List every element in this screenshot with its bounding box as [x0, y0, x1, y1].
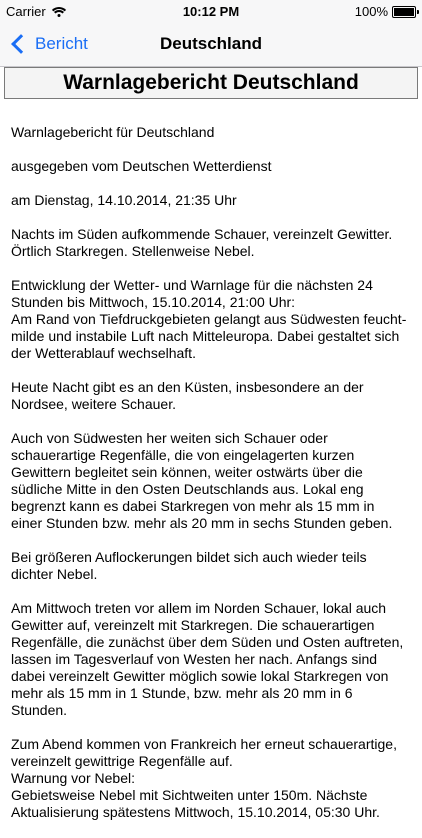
status-time: 10:12 PM: [182, 4, 240, 19]
page-title: Deutschland: [159, 34, 263, 53]
report-paragraph: Entwicklung der Wetter- und Warnlage für die nächsten 24 Stunden bis Mittwoch, 15.10.2014, 21:00 Uhr: Am Rand von Tiefdruckgebieten gelangt aus Südwesten feucht-milde und instabile Luft nach Mitteleuropa. Dabei gestaltet sich der Wetterablauf wechselhaft.: [11, 277, 407, 361]
report-paragraph: ausgegeben vom Deutschen Wetterdienst: [11, 158, 272, 174]
battery-fill: [394, 8, 414, 16]
report-body: [11, 124, 409, 838]
battery-percent: 100%: [354, 4, 388, 19]
navigation-bar: [0, 22, 422, 67]
status-right: [355, 4, 416, 19]
battery-icon: [392, 6, 416, 18]
report-paragraph: Zum Abend kommen von Frankreich her erneut schauerartige, vereinzelt gewittrige Regenfälle auf. Warnung vor Nebel: Gebietsweise Nebel mit Sichtweiten unter 150m. Nächste Aktualisierung spätestens Mittwoch, 15.10.2014, 05:30 Uhr.: [11, 736, 397, 820]
report-paragraph: Heute Nacht gibt es an den Küsten, insbesondere an der Nordsee, weitere Schauer.: [11, 379, 364, 412]
report-paragraph: am Dienstag, 14.10.2014, 21:35 Uhr: [11, 192, 237, 208]
report-paragraph: Auch von Südwesten her weiten sich Schauer oder schauerartige Regenfälle, die von eingelagerten kurzen Gewittern begleitet sein können, weiter ostwärts über die südliche Mitte in den Osten Deutschlands aus. Lokal eng begrenzt kann es dabei Starkregen von mehr als 15 mm in einer Stunden bzw. mehr als 20 mm in sechs Stunden geben.: [11, 430, 393, 531]
back-button-label: Bericht: [35, 34, 88, 53]
status-bar: [0, 0, 422, 22]
report-paragraph: Bei größeren Auflockerungen bildet sich auch wieder teils dichter Nebel.: [11, 549, 367, 582]
report-header: Warnlagebericht Deutschland: [4, 67, 418, 99]
report-paragraph: Am Mittwoch treten vor allem im Norden Schauer, lokal auch Gewitter auf, vereinzelt mit Starkregen. Die schauerartigen Regenfälle, die zunächst über dem Süden und Osten auftreten, lassen im Tagesverlauf von Westen her nach. Anfangs sind dabei vereinzelt Gewitter möglich sowie lokal Starkregen von mehr als 15 mm in 1 Stunde, bzw. mehr als 20 mm in 6 Stunden.: [11, 600, 404, 718]
carrier-label: Carrier: [6, 4, 46, 19]
report-paragraph: Warnlagebericht für Deutschland: [11, 124, 215, 140]
report-paragraph: Nachts im Süden aufkommende Schauer, vereinzelt Gewitter. Örtlich Starkregen. Stellenweise Nebel.: [11, 226, 393, 259]
